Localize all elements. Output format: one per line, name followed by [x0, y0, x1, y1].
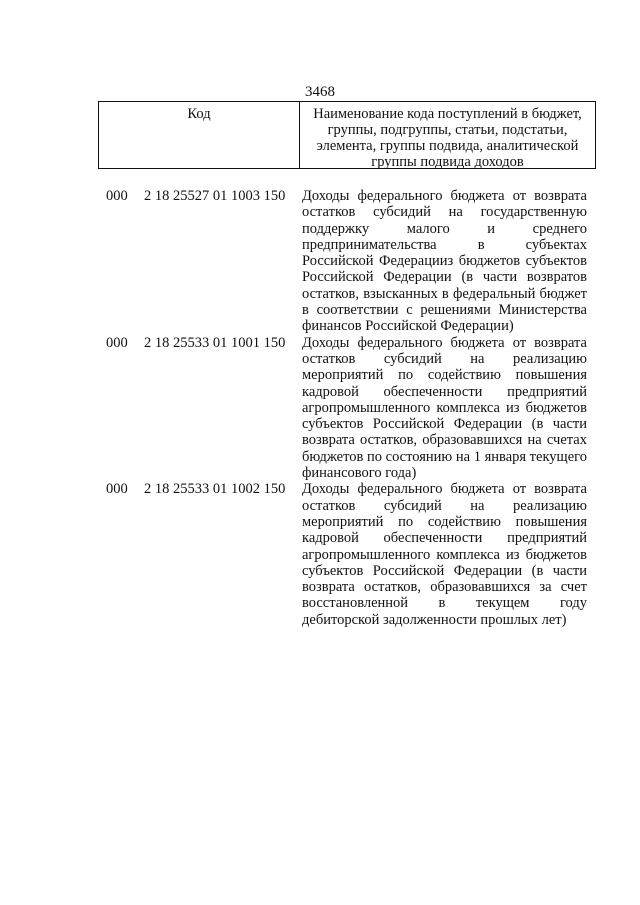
- page-number: 3468: [305, 84, 335, 100]
- header-code: Код: [99, 102, 300, 168]
- row-income-code: 2 18 25533 01 1002 150: [144, 481, 286, 498]
- row-income-name: Доходы федерального бюджета от возврата остатков субсидий на реализацию мероприятий по содействию повышения кадровой обеспеченности предприятий агропромышленного комплекса из бюджетов субъектов Российской Федерации (в части возврата остатков, образовавшихся за счет восстановленной в текущем году дебиторской задолженности прошлых лет): [302, 481, 587, 628]
- header-name: Наименование кода поступлений в бюджет, группы, подгруппы, статьи, подстатьи, элемента, группы подвида, аналитической группы подвида доходов: [313, 106, 582, 170]
- row-admin-code: 000: [106, 188, 128, 204]
- table-header: [98, 101, 596, 169]
- row-income-name: Доходы федерального бюджета от возврата остатков субсидий на реализацию мероприятий по содействию повышения кадровой обеспеченности предприятий агропромышленного комплекса из бюджетов субъектов Российской Федерации (в части возврата остатков, образовавшихся на счетах бюджетов по состоянию на 1 января текущего финансового года): [302, 334, 587, 482]
- row-income-code: 2 18 25527 01 1003 150: [144, 188, 286, 204]
- income-code-list: [0, 188, 640, 628]
- table-row: [0, 188, 640, 335]
- row-admin-code: 000: [106, 334, 128, 351]
- row-income-code: 2 18 25533 01 1001 150: [144, 334, 286, 351]
- row-income-name: Доходы федерального бюджета от возврата остатков субсидий на государственную поддержку малого и среднего предпринимательства в субъектах Российской Федерацииз бюджетов субъектов Российской Федерации (в части возвратов остатков, взысканных в федеральный бюджет в соответствии с решениями Министерства финансов Российской Федерации): [302, 188, 587, 335]
- row-admin-code: 000: [106, 481, 128, 498]
- table-row: [0, 335, 640, 482]
- table-row: [0, 481, 640, 628]
